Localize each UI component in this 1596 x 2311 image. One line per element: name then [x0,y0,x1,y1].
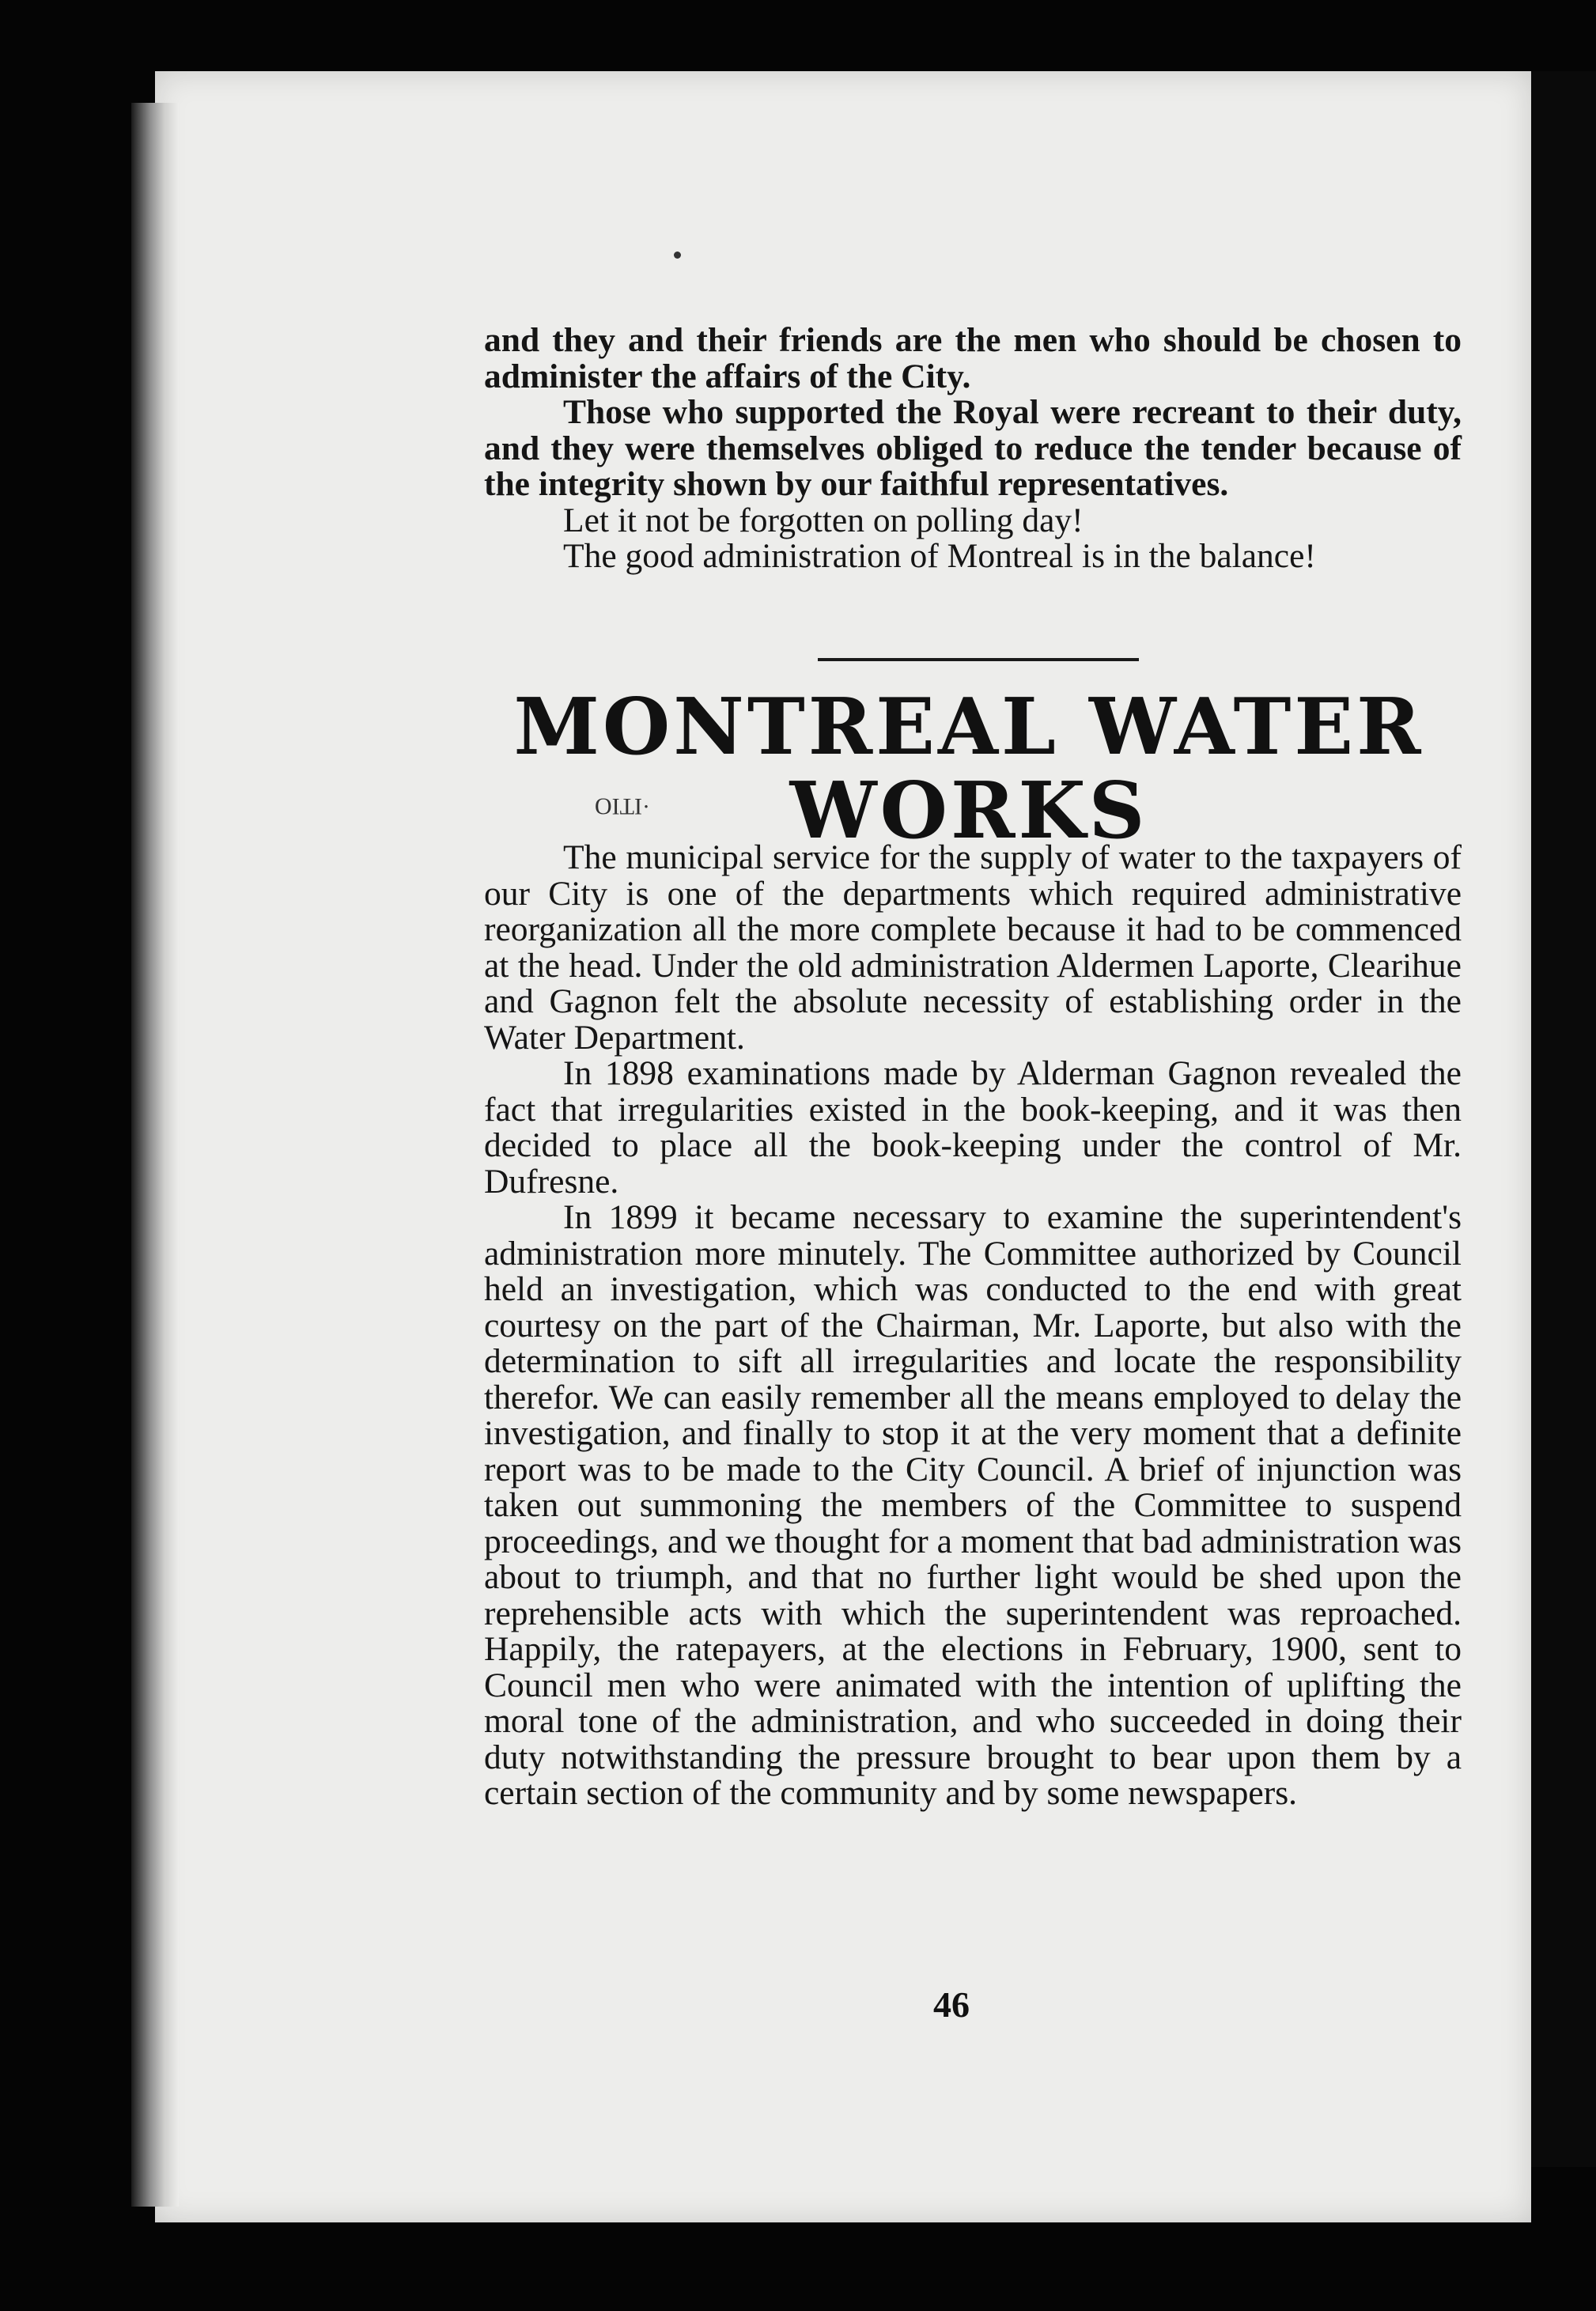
section-heading-line-1: MONTREAL WATER [513,682,1424,773]
page-number: 46 [933,1984,970,2025]
body-paragraph-1: The municipal service for the supply of water to the taxpayers of our City is one of the departments which required administrative reorganization all the more complete because it had to be commenced at the head. Under the old administration Aldermen Laporte, Clearihue and Gagnon felt the absolute necessity of establishing order in the Water Department. [484,838,1462,1057]
speck [674,252,681,259]
top-paragraph-2: Those who supported the Royal were recreant to their duty, and they were themselves obliged to reduce the tender because of the integrity shown by our faithful representatives. [484,393,1462,503]
top-text-block [484,323,1462,575]
top-paragraph-1: and they and their friends are the men who should be chosen to administer the affairs of the City. [484,321,1462,395]
marginal-note: ·ΙΤΙΟ [595,793,650,819]
body-text-block [484,840,1462,1812]
section-divider [818,658,1139,661]
page-edge-shadow [1531,71,1596,2167]
top-paragraph-4: The good administration of Montreal is in the balance! [563,537,1316,575]
body-paragraph-3: In 1899 it became necessary to examine the superintendent's administration more minutely. The Committee authorized by Council held an investigation, which was conducted to the end with great courtesy on the part of the Chairman, Mr. Laporte, but also with the determination to sift all irregularities and locate the responsibility therefor. We can easily remember all the means employed to delay the investigation, and finally to stop it at the very moment that a definite report was to be made to the City Council. A brief of injunction was taken out summoning the members of the Committee to suspend proceedings, and we thought for a moment that bad administration was about to triumph, and that no further light would be shed upon the reprehensible acts with which the superintendent was reproached. Happily, the ratepayers, at the elections in February, 1900, sent to Council men who were animated with the intention of uplifting the moral tone of the administration, and who succeeded in doing their duty notwithstanding the pressure brought to bear upon them by a certain section of the community and by some newspapers. [484,1198,1462,1812]
top-paragraph-3: Let it not be forgotten on polling day! [563,501,1084,539]
section-heading-line-2: WORKS [789,766,1148,857]
body-paragraph-2: In 1898 examinations made by Alderman Gagnon revealed the fact that irregularities existed in the book-keeping, and it was then decided to place all the book-keeping under the control of Mr. Dufresne. [484,1054,1462,1201]
